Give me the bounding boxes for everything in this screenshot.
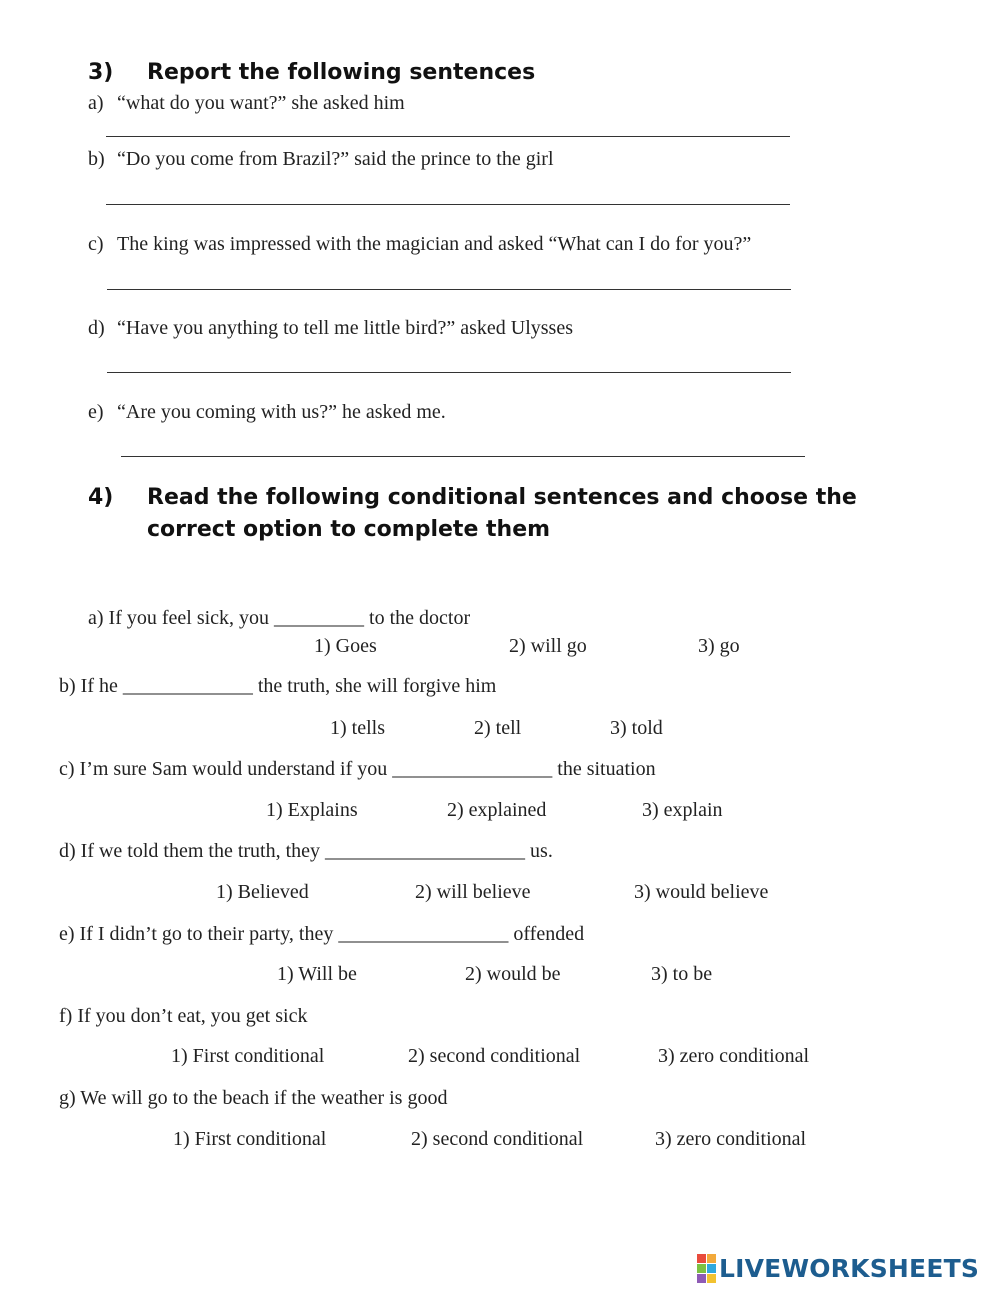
option-4g-3[interactable]: 3) zero conditional [655, 1128, 807, 1150]
option-4f-2[interactable]: 2) second conditional [408, 1045, 581, 1067]
option-4e-3[interactable]: 3) to be [651, 963, 713, 985]
option-4c-3[interactable]: 3) explain [642, 799, 723, 821]
option-4a-1[interactable]: 1) Goes [314, 635, 377, 657]
question-3d-text: “Have you anything to tell me little bird?” asked Ulysses [117, 317, 573, 339]
question-4a-sentence: a) If you feel sick, you _________ to the doctor [88, 607, 471, 629]
question-3a-letter: a) [88, 92, 104, 114]
option-4b-3[interactable]: 3) told [610, 717, 663, 739]
answer-line-3a[interactable] [106, 136, 790, 137]
question-3b-text: “Do you come from Brazil?” said the prince to the girl [117, 148, 554, 170]
question-4g-sentence: g) We will go to the beach if the weather is good [59, 1087, 448, 1109]
option-4b-1[interactable]: 1) tells [330, 717, 385, 739]
question-4c-sentence: c) I’m sure Sam would understand if you ________________ the situation [59, 758, 656, 780]
question-3e-text: “Are you coming with us?” he asked me. [117, 401, 446, 423]
option-4e-2[interactable]: 2) would be [465, 963, 561, 985]
option-4g-1[interactable]: 1) First conditional [173, 1128, 327, 1150]
option-4g-2[interactable]: 2) second conditional [411, 1128, 584, 1150]
option-4a-2[interactable]: 2) will go [509, 635, 587, 657]
option-4d-2[interactable]: 2) will believe [415, 881, 531, 903]
question-4f-sentence: f) If you don’t eat, you get sick [59, 1005, 308, 1027]
option-4b-2[interactable]: 2) tell [474, 717, 522, 739]
answer-line-3b[interactable] [106, 204, 790, 205]
option-4e-1[interactable]: 1) Will be [277, 963, 357, 985]
option-4c-1[interactable]: 1) Explains [266, 799, 358, 821]
answer-line-3d[interactable] [107, 372, 791, 373]
section-3-number: 3) [88, 60, 114, 85]
question-3d-letter: d) [88, 317, 105, 339]
answer-line-3c[interactable] [107, 289, 791, 290]
section-4-title-line1: Read the following conditional sentences and choose the [147, 485, 857, 510]
option-4f-3[interactable]: 3) zero conditional [658, 1045, 810, 1067]
question-3a-text: “what do you want?” she asked him [117, 92, 405, 114]
option-4c-2[interactable]: 2) explained [447, 799, 547, 821]
option-4d-3[interactable]: 3) would believe [634, 881, 769, 903]
liveworksheets-logo [697, 1254, 979, 1283]
question-4b-sentence: b) If he _____________ the truth, she will forgive him [59, 675, 497, 697]
section-4-title-line2: correct option to complete them [147, 517, 551, 542]
option-4d-1[interactable]: 1) Believed [216, 881, 309, 903]
option-4f-1[interactable]: 1) First conditional [171, 1045, 325, 1067]
answer-line-3e[interactable] [121, 456, 805, 457]
question-3e-letter: e) [88, 401, 104, 423]
section-3-title: Report the following sentences [147, 60, 536, 85]
logo-text: LIVEWORKSHEETS [719, 1254, 980, 1283]
question-3c-letter: c) [88, 233, 104, 255]
logo-blocks-icon [697, 1254, 716, 1283]
question-4e-sentence: e) If I didn’t go to their party, they _________________ offended [59, 923, 585, 945]
section-4-number: 4) [88, 485, 114, 510]
question-3b-letter: b) [88, 148, 105, 170]
option-4a-3[interactable]: 3) go [698, 635, 740, 657]
question-3c-text: The king was impressed with the magician and asked “What can I do for you?” [117, 233, 752, 255]
question-4d-sentence: d) If we told them the truth, they ____________________ us. [59, 840, 553, 862]
